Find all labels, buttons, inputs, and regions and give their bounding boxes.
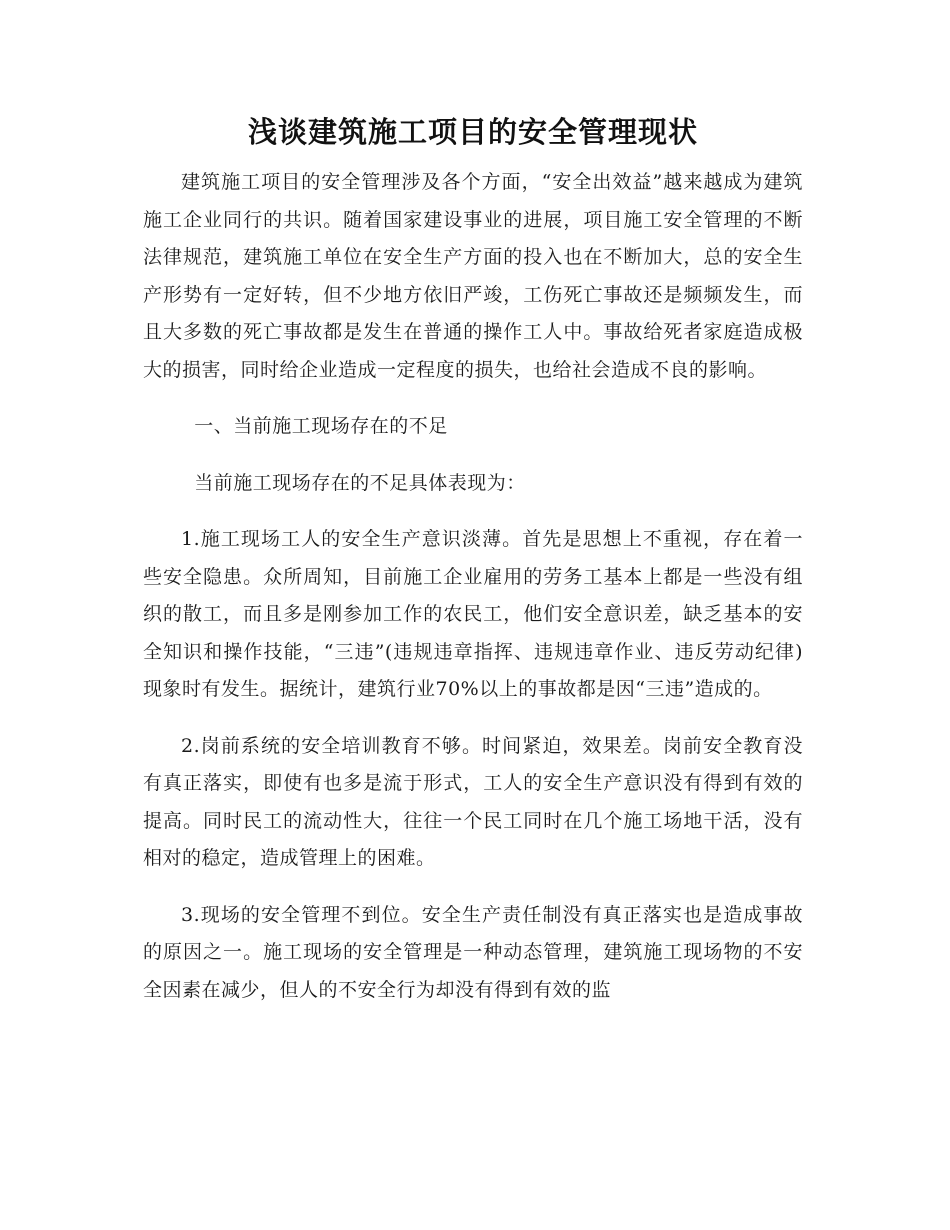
section-lead-1: 当前施工现场存在的不足具体表现为： [194,471,526,494]
point-paragraph-2: 2.岗前系统的安全培训教育不够。时间紧迫，效果差。岗前安全教育没有真正落实，即使有也多是流于形式，工人的安全生产意识没有得到有效的提高。同时民工的流动性大，往往一个民工同时在几个施工场地干活，没有相对的稳定，造成管理上的困难。 [143,734,803,869]
document-title: 浅谈建筑施工项目的安全管理现状 [247,115,698,149]
intro-paragraph: 建筑施工项目的安全管理涉及各个方面，“安全出效益”越来越成为建筑施工企业同行的共识。随着国家建设事业的进展，项目施工安全管理的不断法律规范，建筑施工单位在安全生产方面的投入也在不断加大，总的安全生产形势有一定好转，但不少地方依旧严竣，工伤死亡事故还是频频发生，而且大多数的死亡事故都是发生在普通的操作工人中。事故给死者家庭造成极大的损害，同时给企业造成一定程度的损失，也给社会造成不良的影响。 [143,171,803,381]
document-body [143,108,803,1028]
point-paragraph-3: 3.现场的安全管理不到位。安全生产责任制没有真正落实也是造成事故的原因之一。施工现场的安全管理是一种动态管理，建筑施工现场物的不安全因素在减少，但人的不安全行为却没有得到有效的监 [143,903,803,1001]
section-heading-1: 一、当前施工现场存在的不足 [194,415,448,437]
point-paragraph-1: 1.施工现场工人的安全生产意识淡薄。首先是思想上不重视，存在着一些安全隐患。众所周知，目前施工企业雇用的劳务工基本上都是一些没有组织的散工，而且多是刚参加工作的农民工，他们安全意识差，缺乏基本的安全知识和操作技能，“三违”(违规违章指挥、违规违章作业、违反劳动纪律)现象时有发生。据统计，建筑行业70%以上的事故都是因“三违”造成的。 [143,528,803,700]
